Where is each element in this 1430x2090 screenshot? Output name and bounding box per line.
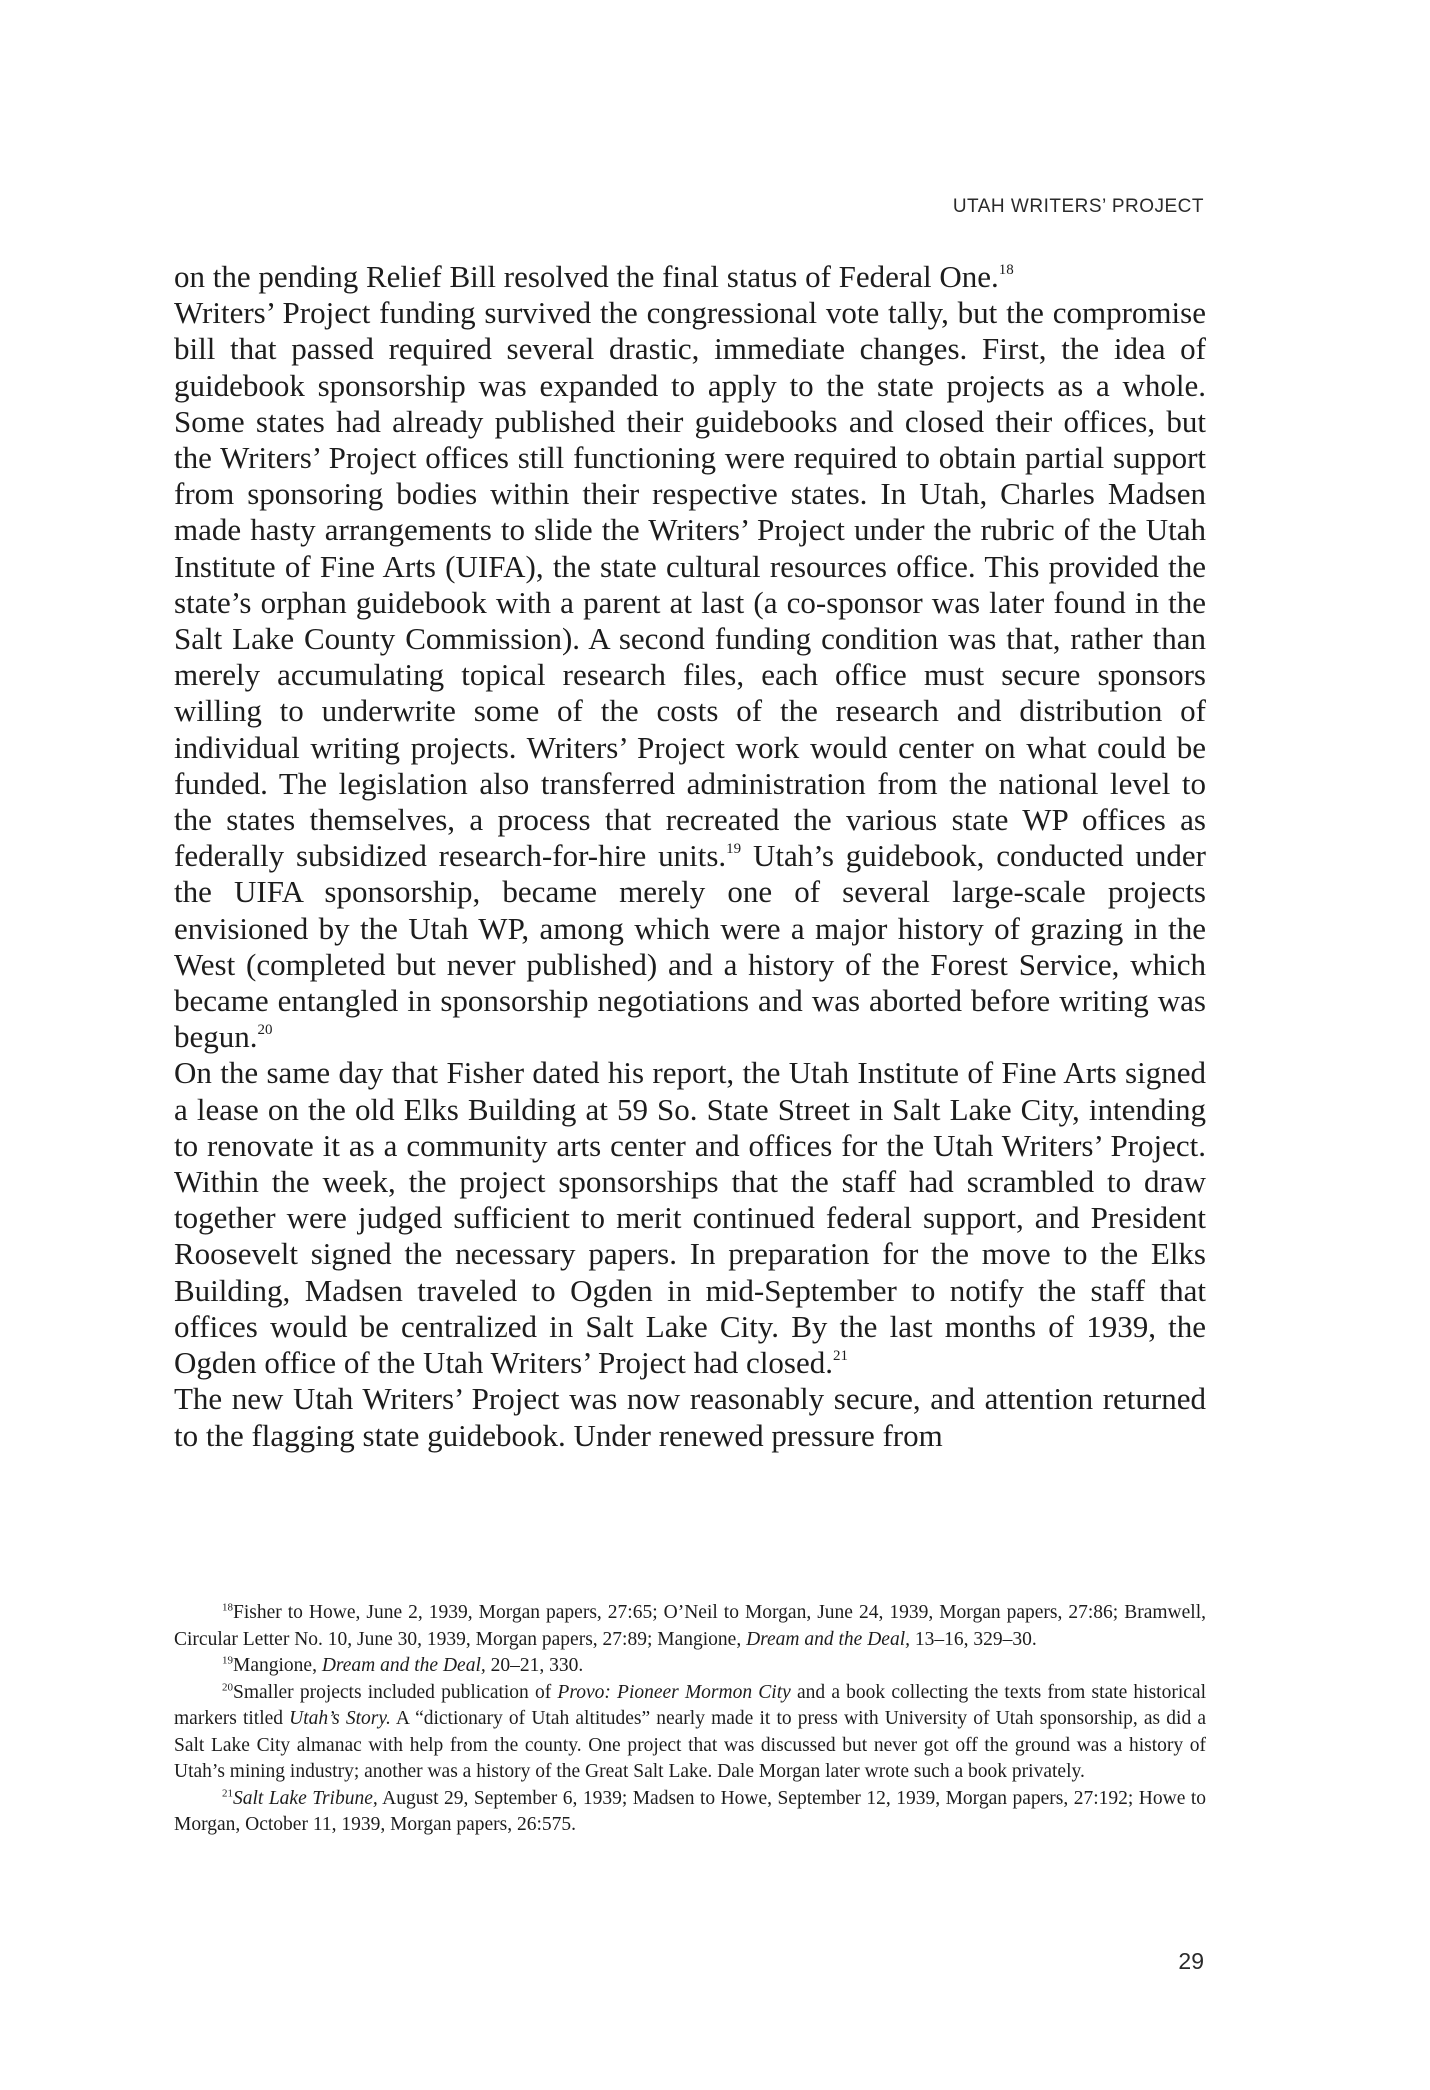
footnote-ref-19[interactable]: 19	[726, 840, 742, 857]
running-head: UTAH WRITERS’ PROJECT	[952, 196, 1204, 217]
footnote-ref-18[interactable]: 18	[998, 261, 1014, 278]
footnote-21: $^{21}$Salt Lake Tribune, August 29, September 6, 1939; Madsen to Howe, September 12, 1939, Morgan papers, 27:192; Howe to Morgan, October 11, 1939, Morgan papers, 26:575.	[174, 1787, 1206, 1835]
footnote-20: $^{20}$Smaller projects included publication of Provo: Pioneer Mormon City and a book collecting the texts from state historical markers titled Utah’s Story. A “dictionary of Utah altitudes” nearly made it to press with University of Utah sponsorship, as did a Salt Lake City almanac with help from the county. One project that was discussed but never got off the ground was a history of Utah’s mining industry; another was a history of the Great Salt Lake. Dale Morgan later wrote such a book privately.	[174, 1681, 1206, 1782]
footnote-number: 19	[222, 1654, 233, 1667]
paragraph: on the pending Relief Bill resolved the final status of Federal One.$^{18}$	[174, 259, 1014, 294]
footnote-ref-20[interactable]: 20	[257, 1021, 273, 1038]
paragraph: The new Utah Writers’ Project was now reasonably secure, and attention returned to the flagging state guidebook. Under renewed pressure from	[174, 1381, 1206, 1453]
footnote-18: $^{18}$Fisher to Howe, June 2, 1939, Morgan papers, 27:65; O’Neil to Morgan, June 24, 1939, Morgan papers, 27:86; Bramwell, Circular Letter No. 10, June 30, 1939, Morgan papers, 27:89; Mangione, Dream and the Deal, 13–16, 329–30.	[174, 1601, 1206, 1650]
paragraph: On the same day that Fisher dated his report, the Utah Institute of Fine Arts signed a lease on the old Elks Building at 59 So. State Street in Salt Lake City, intending to renovate it as a community arts center and offices for the Utah Writers’ Project. Within the week, the project sponsorships that the staff had scrambled to draw together were judged sufficient to merit continued federal support, and President Roosevelt signed the necessary papers. In preparation for the move to the Elks Building, Madsen traveled to Ogden in mid-September to notify the staff that offices would be centralized in Salt Lake City. By the last months of 1939, the Ogden office of the Utah Writers’ Project had closed.$^{21}$	[174, 1055, 1206, 1381]
footnotes	[174, 1600, 1206, 1839]
footnote-ref-21[interactable]: 21	[833, 1347, 849, 1364]
footnote-number: 20	[222, 1681, 233, 1693]
body-text	[174, 259, 1206, 1454]
footnote-19: $^{19}$Mangione, Dream and the Deal, 20–21, 330.	[222, 1654, 584, 1676]
footnote-number: 18	[222, 1601, 233, 1614]
page-number: 29	[1178, 1948, 1204, 1974]
paragraph: Writers’ Project funding survived the congressional vote tally, but the compromise bill that passed required several drastic, immediate changes. First, the idea of guidebook sponsorship was expanded to apply to the state projects as a whole. Some states had already published their guidebooks and closed their offices, but the Writers’ Project offices still functioning were required to obtain partial support from sponsoring bodies within their respective states. In Utah, Charles Madsen made hasty arrangements to slide the Writers’ Project under the rubric of the Utah Institute of Fine Arts (UIFA), the state cultural resources office. This provided the state’s orphan guidebook with a parent at last (a co-sponsor was later found in the Salt Lake County Commission). A second funding condition was that, rather than merely accumulating topical research files, each office must secure sponsors willing to underwrite some of the costs of the research and distribution of individual writing projects. Writers’ Project work would center on what could be funded. The legislation also transferred administration from the national level to the states themselves, a process that recreated the various state WP offices as federally subsidized research-for-hire units.$^{19}$ Utah’s guidebook, conducted under the UIFA sponsorship, became merely one of several large-scale projects envisioned by the Utah WP, among which were a major history of grazing in the West (completed but never published) and a history of the Forest Service, which became entangled in sponsorship negotiations and was aborted before writing was begun.$^{20}$	[174, 295, 1206, 1055]
footnote-number: 21	[222, 1787, 233, 1799]
